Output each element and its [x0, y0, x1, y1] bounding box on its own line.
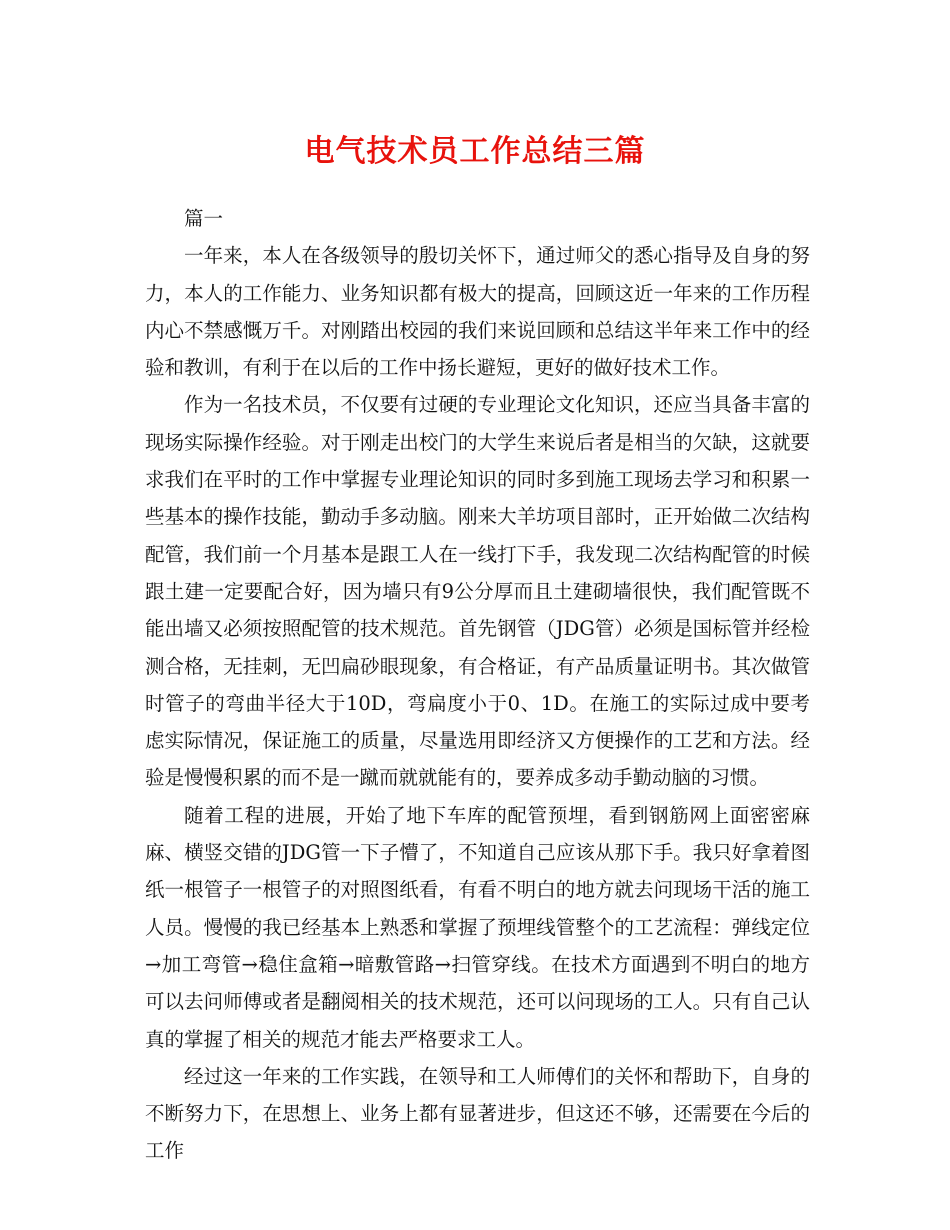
document-body [145, 200, 810, 1170]
paragraph-2: 作为一名技术员，不仅要有过硬的专业理论文化知识，还应当具备丰富的现场实际操作经验。对于刚走出校门的大学生来说后者是相当的欠缺，这就要求我们在平时的工作中掌握专业理论知识的同时多到施工现场去学习和积累一些基本的操作技能，勤动手多动脑。刚来大羊坊项目部时，正开始做二次结构配管，我们前一个月基本是跟工人在一线打下手，我发现二次结构配管的时候跟土建一定要配合好，因为墙只有9公分厚而且土建砌墙很快，我们配管既不能出墙又必须按照配管的技术规范。首先钢管（JDG管）必须是国标管并经检测合格，无挂刺，无凹扁砂眼现象，有合格证，有产品质量证明书。其次做管时管子的弯曲半径大于10D，弯扁度小于0、1D。在施工的实际过成中要考虑实际情况，保证施工的质量，尽量选用即经济又方便操作的工艺和方法。经验是慢慢积累的而不是一蹴而就就能有的，要养成多动手勤动脑的习惯。 [145, 393, 810, 790]
paragraph-3: 随着工程的进展，开始了地下车库的配管预埋，看到钢筋网上面密密麻麻、横竖交错的JDG管一下子懵了，不知道自己应该从那下手。我只好拿着图纸一根管子一根管子的对照图纸看，有看不明白的地方就去问现场干活的施工人员。慢慢的我已经基本上熟悉和掌握了预埋线管整个的工艺流程：弹线定位→加工弯管→稳住盒箱→暗敷管路→扫管穿线。在技术方面遇到不明白的地方可以去问师傅或者是翻阅相关的技术规范，还可以问现场的工人。只有自己认真的掌握了相关的规范才能去严格要求工人。 [145, 803, 810, 1051]
section-label: 篇一 [184, 207, 224, 230]
paragraph-4: 经过这一年来的工作实践，在领导和工人师傅们的关怀和帮助下，自身的不断努力下，在思想上、业务上都有显著进步，但这还不够，还需要在今后的工作 [145, 1064, 810, 1163]
paragraph-1: 一年来，本人在各级领导的殷切关怀下，通过师父的悉心指导及自身的努力，本人的工作能力、业务知识都有极大的提高，回顾这近一年来的工作历程内心不禁感慨万千。对刚踏出校园的我们来说回顾和总结这半年来工作中的经验和教训，有利于在以后的工作中扬长避短，更好的做好技术工作。 [145, 244, 810, 380]
document-title: 电气技术员工作总结三篇 [304, 134, 646, 169]
